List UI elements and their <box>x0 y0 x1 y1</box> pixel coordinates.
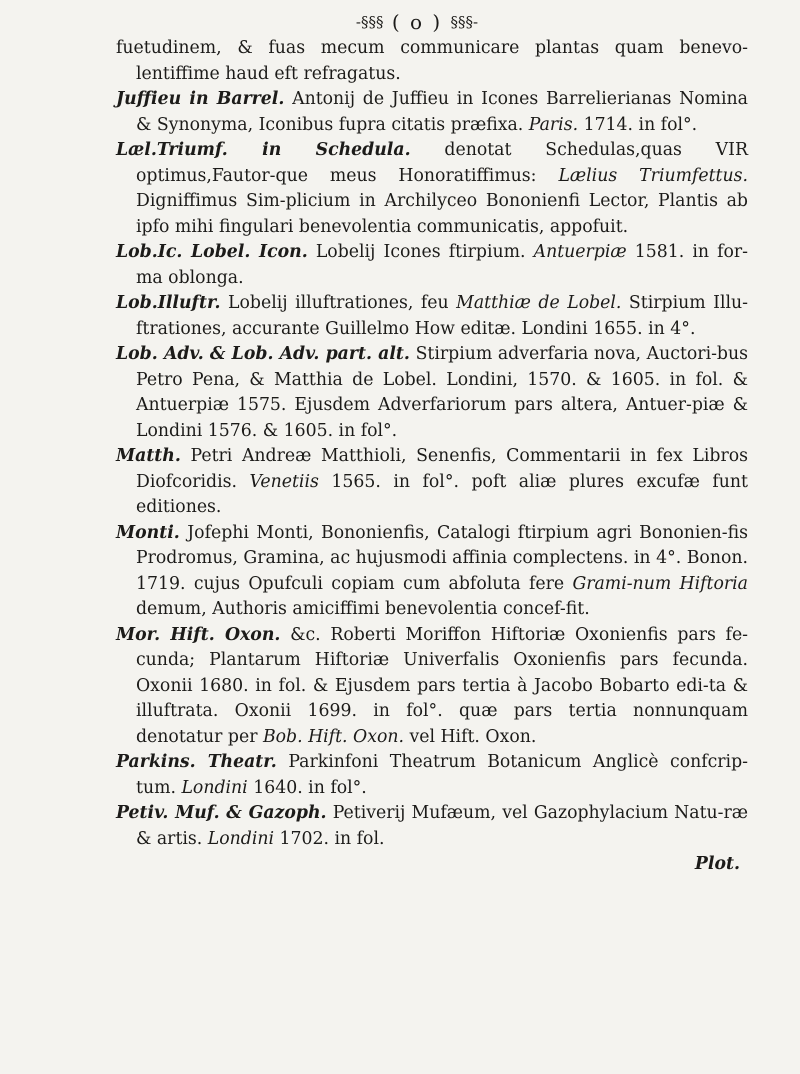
entry-abbreviation: Lob.Illuftr. <box>116 293 221 313</box>
entry-italic: Paris. <box>528 114 579 135</box>
entry-italic: Bob. Hift. Oxon. <box>262 726 404 747</box>
entry-text: Lobelij Icones ftirpium. <box>307 242 534 262</box>
bibliography-list <box>116 36 748 852</box>
entry-italic: Lælius Triumfettus. <box>558 165 748 186</box>
bibliography-entry <box>116 801 748 852</box>
entry-italic: Londini <box>207 828 275 849</box>
entry-abbreviation: Læl.Triumf. in Schedula. <box>116 140 411 160</box>
entry-tail: Stirpium Illu-ftrationes, accurante Guillelmo How editæ. Londini 1655. in 4°. <box>136 293 748 339</box>
entry-text: Jofephi Monti, Bononienfis, Catalogi ftirpium agri Bononien-fis Prodromus, Gramina, ac hujusmodi affinia complectens. in 4°. Bonon. 1719. cujus Opufculi copiam cum abfoluta fere <box>136 522 748 594</box>
entry-tail: 1581. in for-ma oblonga. <box>136 242 748 288</box>
header-ornament-left: -§§§ <box>355 13 384 31</box>
bibliography-entry <box>116 291 748 342</box>
entry-abbreviation: Mor. Hift. Oxon. <box>116 624 281 645</box>
bibliography-entry <box>116 444 748 521</box>
entry-italic: Grami-num Hiftoria <box>572 573 748 594</box>
entry-text: fuetudinem, & fuas mecum communicare plantas quam benevo-lentiffime haud eft refragatus. <box>116 38 748 84</box>
entry-text: Lobelij illuftrationes, feu <box>220 293 457 313</box>
entry-abbreviation: Juffieu in Barrel. <box>116 89 285 109</box>
bibliography-entry <box>116 521 748 623</box>
entry-abbreviation: Matth. <box>116 446 181 466</box>
entry-text: Stirpium adverfaria nova, Auctori-bus Petro Pena, & Matthia de Lobel. Londini, 1570. & 1605. in fol. & Antuerpiæ 1575. Ejusdem Adverfariorum pars altera, Antuer-piæ & Londini 1576. & 1605. in fol°. <box>136 344 748 441</box>
entry-italic: Matthiæ de Lobel. <box>456 293 622 313</box>
entry-italic: Antuerpiæ <box>533 242 627 262</box>
bibliography-entry <box>116 623 748 751</box>
entry-text: &c. Roberti Moriffon Hiftoriæ Oxonienfis pars fe-cunda; Plantarum Hiftoriæ Univerfalis Oxonienfis pars fecunda. Oxonii 1680. in fol. & Ejusdem pars tertia à Jacobo Bobarto edi-ta & illuftrata. Oxonii 1699. in fol°. quæ pars tertia nonnunquam denotatur per <box>136 624 749 747</box>
entry-text: Parkinfoni Theatrum Botanicum Anglicè confcrip-tum. <box>136 752 748 798</box>
entry-tail: vel Hift. Oxon. <box>403 726 537 747</box>
entry-tail: demum, Authoris amiciffimi benevolentia concef-fit. <box>136 599 590 619</box>
entry-text: Petri Andreæ Matthioli, Senenfis, Commentarii in fex Libros Diofcoridis. <box>136 446 748 492</box>
bibliography-entry <box>116 240 748 291</box>
page-number: ( o ) <box>391 10 443 34</box>
entry-tail: 1702. in fol. <box>274 828 385 849</box>
bibliography-entry <box>116 138 748 240</box>
entry-italic: Venetiis <box>249 471 319 492</box>
bibliography-entry <box>116 750 748 801</box>
entry-abbreviation: Lob. Adv. & Lob. Adv. part. alt. <box>116 344 410 364</box>
entry-abbreviation: Parkins. Theatr. <box>116 752 277 772</box>
entry-abbreviation: Lob.Ic. Lobel. Icon. <box>116 242 308 262</box>
entry-text: denotat Schedulas,quas VIR optimus,Fautor-que meus Honoratiffimus: <box>136 140 749 186</box>
entry-italic: Londini <box>181 777 248 798</box>
entry-tail: 1565. in fol°. poft aliæ plures excufæ funt editiones. <box>136 471 748 517</box>
catchword: Plot. <box>694 854 740 874</box>
entry-tail: 1714. in fol°. <box>578 114 698 135</box>
entry-tail: 1640. in fol°. <box>247 777 367 798</box>
entry-abbreviation: Petiv. Muf. & Gazoph. <box>116 803 327 823</box>
header-ornament-right: §§§- <box>450 13 479 31</box>
bibliography-entry <box>116 36 748 87</box>
bibliography-entry <box>116 87 748 138</box>
entry-abbreviation: Monti. <box>116 522 180 543</box>
entry-text: Antonij de Juffieu in Icones Barrelierianas Nomina & Synonyma, Iconibus fupra citatis præfixa. <box>136 89 748 135</box>
entry-tail: Digniffimus Sim-plicium in Archilyceo Bononienfi Lector, Plantis ab ipfo mihi fingulari benevolentia communicatis, appofuit. <box>136 191 748 237</box>
page-header <box>86 8 748 36</box>
entry-text: Petiverij Mufæum, vel Gazophylacium Natu-ræ & artis. <box>136 803 749 849</box>
bibliography-entry <box>116 342 748 444</box>
